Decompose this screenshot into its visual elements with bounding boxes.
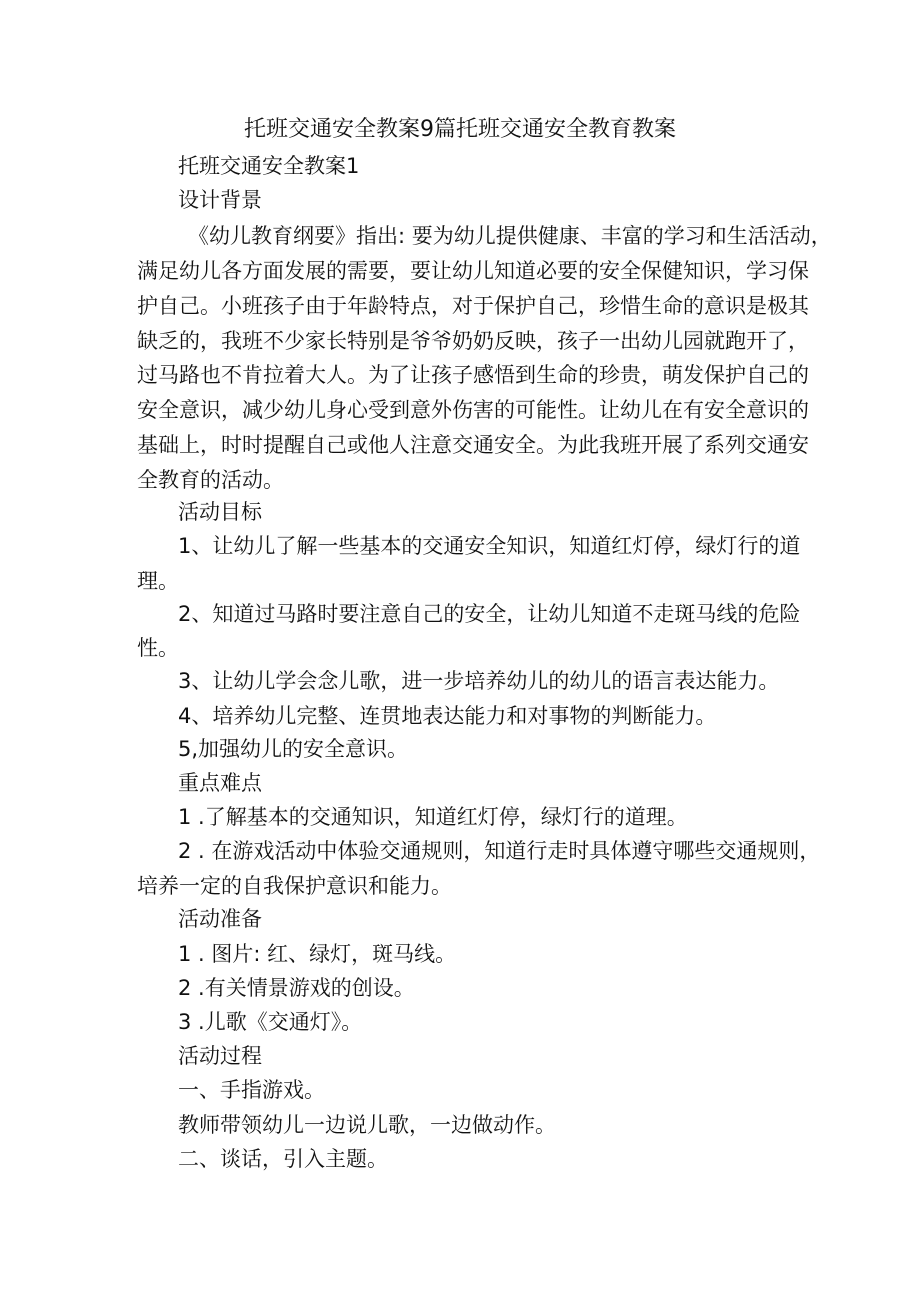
- key-point-2: 2 . 在游戏活动中体验交通规则，知道行走时具体遵守哪些交通规则，: [178, 839, 821, 863]
- process-step-2: 二、谈话，引入主题。: [178, 1147, 388, 1171]
- goal-item-5: 5,加强幼儿的安全意识。: [178, 737, 409, 761]
- goal-item-1-continued: 理。: [137, 569, 179, 593]
- lesson-subtitle: 托班交通安全教案1: [178, 154, 360, 178]
- goal-item-2-continued: 性。: [137, 636, 179, 660]
- prep-item-2: 2 .有关情景游戏的创设。: [178, 976, 415, 1000]
- goal-item-3: 3、让幼儿学会念儿歌，进一步培养幼儿的幼儿的语言表达能力。: [178, 669, 780, 693]
- goal-item-4: 4、培养幼儿完整、连贯地表达能力和对事物的判断能力。: [178, 704, 717, 728]
- paragraph-line: 全教育的活动。: [137, 468, 284, 492]
- paragraph-line: 过马路也不肯拉着大人。为了让孩子感悟到生命的珍贵，萌发保护自己的: [137, 363, 809, 387]
- section-heading-process: 活动过程: [178, 1044, 262, 1068]
- paragraph-line: 安全意识，减少幼儿身心受到意外伤害的可能性。让幼儿在有安全意识的: [137, 398, 809, 422]
- section-heading-preparation: 活动准备: [178, 907, 262, 931]
- paragraph-line: 满足幼儿各方面发展的需要，要让幼儿知道必要的安全保健知识，学习保: [137, 259, 809, 283]
- prep-item-1: 1 . 图片: 红、绿灯，斑马线。: [178, 942, 457, 966]
- goal-item-1: 1、让幼儿了解一些基本的交通安全知识，知道红灯停，绿灯行的道: [178, 534, 801, 558]
- process-step-1-description: 教师带领幼儿一边说儿歌，一边做动作。: [178, 1113, 556, 1137]
- paragraph-line: 基础上，时时提醒自己或他人注意交通安全。为此我班开展了系列交通安: [137, 433, 809, 457]
- section-heading-key-points: 重点难点: [178, 771, 262, 795]
- document-title: 托班交通安全教案9篇托班交通安全教育教案: [244, 117, 676, 142]
- process-step-1: 一、手指游戏。: [178, 1078, 325, 1102]
- paragraph-line: 《幼儿教育纲要》指出: 要为幼儿提供健康、丰富的学习和生活活动，: [188, 224, 832, 248]
- section-heading-goals: 活动目标: [178, 500, 262, 524]
- key-point-1: 1 .了解基本的交通知识，知道红灯停，绿灯行的道理。: [178, 805, 688, 829]
- goal-item-2: 2、知道过马路时要注意自己的安全，让幼儿知道不走斑马线的危险: [178, 602, 801, 626]
- paragraph-line: 护自己。小班孩子由于年龄特点，对于保护自己，珍惜生命的意识是极其: [137, 294, 809, 318]
- prep-item-3: 3 .儿歌《交通灯》。: [178, 1010, 363, 1034]
- section-heading-background: 设计背景: [178, 188, 262, 212]
- paragraph-line: 缺乏的，我班不少家长特别是爷爷奶奶反映，孩子一出幼儿园就跑开了，: [137, 329, 809, 353]
- key-point-2-continued: 培养一定的自我保护意识和能力。: [137, 874, 452, 898]
